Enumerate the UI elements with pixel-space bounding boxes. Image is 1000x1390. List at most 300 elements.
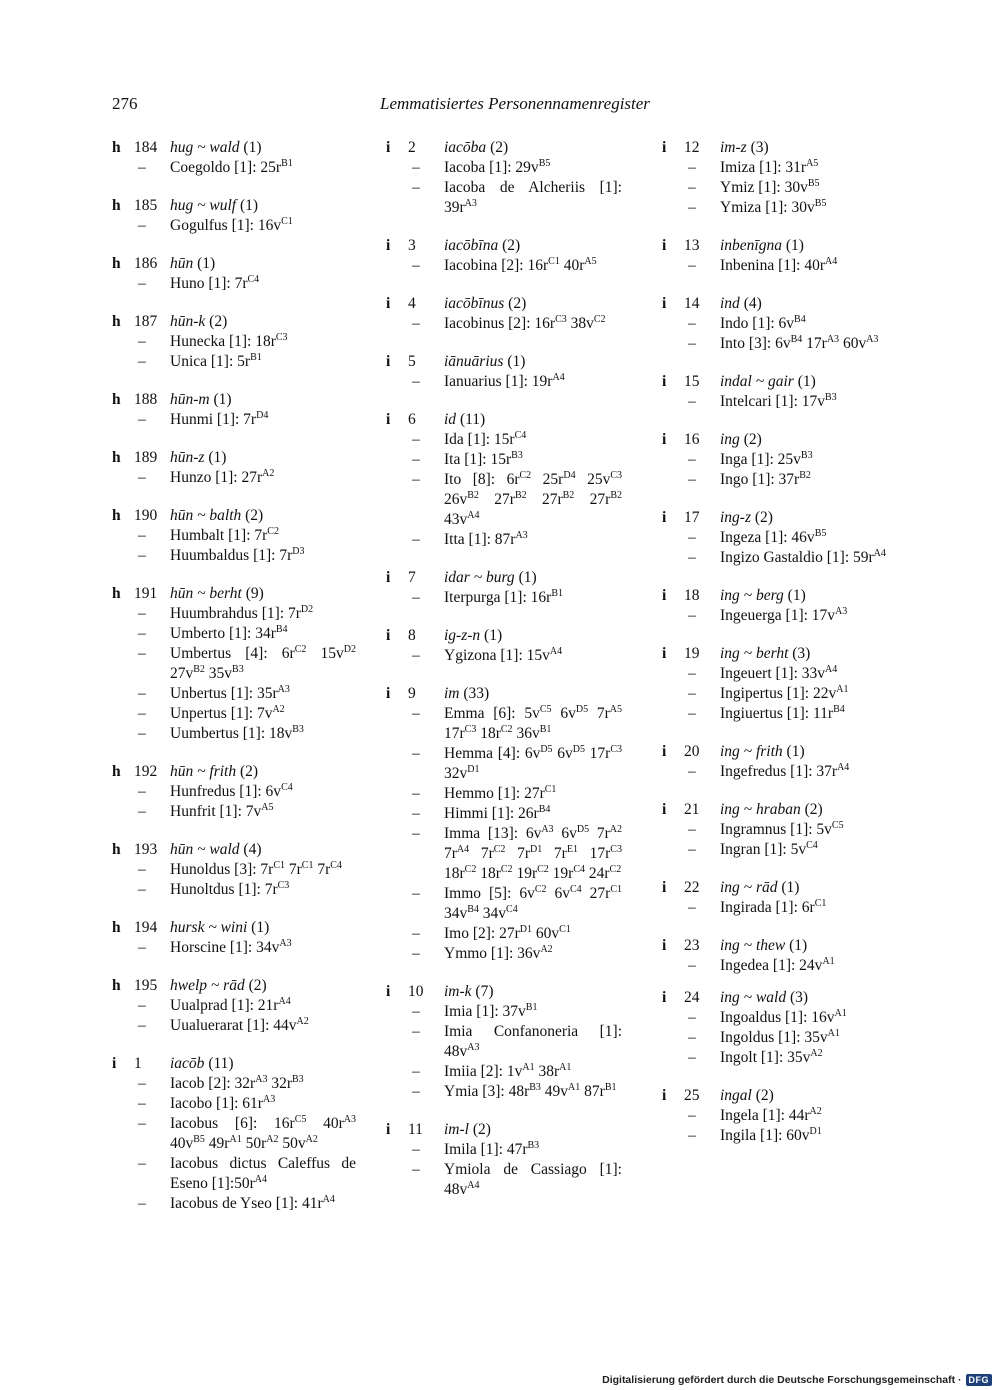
dash-marker: –: [412, 451, 420, 468]
entry-number: 6: [408, 411, 416, 428]
folio-superscript: D4: [563, 469, 576, 481]
folio-superscript: C3: [277, 879, 290, 891]
entry-letter: h: [112, 763, 121, 780]
dash-marker: –: [688, 841, 696, 858]
dash-marker: –: [138, 1075, 146, 1092]
entry-letter: i: [386, 1121, 391, 1138]
entry-heading: [112, 390, 356, 410]
index-entry: [112, 918, 356, 958]
lemma-count: (2): [490, 139, 509, 156]
name-form: [386, 1160, 622, 1200]
folio-superscript: B4: [833, 703, 845, 715]
name-form: [112, 644, 356, 684]
entry-heading: [662, 742, 900, 762]
entry-lemma: [720, 138, 769, 158]
entry-heading: [662, 586, 900, 606]
entry-heading: [112, 976, 356, 996]
dash-marker: –: [688, 705, 696, 722]
entry-number: 2: [408, 139, 416, 156]
dash-marker: –: [138, 645, 146, 662]
entry-letter: h: [112, 255, 121, 272]
entry-lemma: [170, 918, 269, 938]
folio-superscript: A1: [834, 1007, 847, 1019]
entry-lemma: [720, 936, 807, 956]
lemma-count: (11): [208, 1055, 234, 1072]
index-entry: [112, 976, 356, 1036]
index-column-3: [662, 138, 900, 1146]
lemma-word: ig-z-n: [444, 627, 481, 644]
entry-number: 13: [684, 237, 700, 254]
name-form: [386, 470, 622, 530]
name-form: [662, 704, 900, 724]
lemma-word: ind: [720, 295, 740, 312]
index-entry: [112, 312, 356, 372]
name-form: [386, 1082, 622, 1102]
dash-marker: –: [412, 885, 420, 902]
folio-superscript: B2: [193, 663, 205, 675]
form-text: Intelcari [1]: $17v^{B3}$: [720, 391, 837, 410]
lemma-word: hūn: [170, 255, 194, 272]
dash-marker: –: [138, 159, 146, 176]
index-entry: [662, 508, 900, 568]
index-entry: [662, 430, 900, 490]
folio-superscript: A5: [609, 703, 622, 715]
entry-heading: [662, 138, 900, 158]
page-number: 276: [112, 94, 138, 113]
form-text: Ingramnus [1]: $5v^{C5}$: [720, 819, 844, 838]
folio-superscript: D1: [519, 923, 532, 935]
dash-marker: –: [138, 685, 146, 702]
dash-marker: –: [412, 179, 420, 196]
entry-letter: h: [112, 919, 121, 936]
form-text: Ingran [1]: $5v^{C4}$: [720, 839, 818, 858]
entry-number: 21: [684, 801, 700, 818]
name-form: [386, 704, 622, 744]
name-form: [112, 1194, 356, 1214]
folio-superscript: C4: [281, 781, 293, 793]
folio-superscript: B1: [539, 723, 552, 735]
form-text: Ingedea [1]: $24v^{A1}$: [720, 955, 835, 974]
entry-number: 189: [134, 449, 158, 466]
folio-superscript: A1: [522, 1061, 535, 1073]
dash-marker: –: [138, 705, 146, 722]
folio-superscript: A4: [467, 509, 480, 521]
entry-lemma: [720, 236, 804, 256]
entry-number: 22: [684, 879, 700, 896]
entry-letter: i: [662, 509, 667, 526]
dash-marker: –: [412, 1141, 420, 1158]
index-entry: [112, 196, 356, 236]
name-form: [662, 1106, 900, 1126]
name-form: [386, 884, 622, 924]
form-text: Ymia [3]: $48r^{B3}$ $49v^{A1}$ $87r^{B1}$: [444, 1081, 617, 1100]
folio-superscript: A4: [837, 761, 850, 773]
lemma-count: (3): [792, 645, 811, 662]
form-text: Hunzo [1]: $27r^{A2}$: [170, 467, 275, 486]
entry-number: 10: [408, 983, 424, 1000]
form-text: Gogulfus [1]: $16v^{C1}$: [170, 215, 293, 234]
entry-lemma: [444, 410, 485, 430]
entry-lemma: [444, 138, 508, 158]
entry-heading: [386, 684, 622, 704]
form-text: Huumbaldus [1]: $7r^{D3}$: [170, 545, 305, 564]
name-form: [662, 898, 900, 918]
entry-letter: i: [662, 743, 667, 760]
name-form: [386, 530, 622, 550]
lemma-word: ing: [720, 431, 740, 448]
index-entry: [386, 626, 622, 666]
form-text: Himmi [1]: $26r^{B4}$: [444, 803, 551, 822]
folio-superscript: B5: [193, 1133, 205, 1145]
index-column-1: [112, 138, 356, 1214]
form-text: Imiza [1]: $31r^{A5}$: [720, 157, 819, 176]
folio-superscript: A3: [835, 605, 848, 617]
entry-letter: i: [112, 1055, 117, 1072]
form-text: Imo [2]: $27r^{D1}$ $60v^{C1}$: [444, 923, 571, 942]
folio-superscript: A4: [467, 1179, 480, 1191]
form-text: Umbertus [4]: $6r^{C2}$ $15v^{D2}$ $27v^{B2}$ $35v^{B3}$: [170, 643, 356, 682]
folio-superscript: B4: [538, 803, 551, 815]
form-text: Ygizona [1]: $15v^{A4}$: [444, 645, 563, 664]
dash-marker: –: [412, 373, 420, 390]
folio-superscript: C1: [281, 215, 293, 227]
entry-lemma: [720, 430, 762, 450]
dash-marker: –: [412, 1003, 420, 1020]
dash-marker: –: [412, 785, 420, 802]
form-text: Ingeuerga [1]: $17v^{A3}$: [720, 605, 848, 624]
entry-lemma: [170, 312, 227, 332]
lemma-word: id: [444, 411, 457, 428]
name-form: [112, 782, 356, 802]
lemma-word: ing ~ thew: [720, 937, 786, 954]
folio-superscript: B5: [814, 197, 827, 209]
index-column-2: [386, 138, 622, 1200]
folio-superscript: A1: [827, 1027, 840, 1039]
form-text: Immo [5]: $6v^{C2}$ $6v^{C4}$ $27r^{C1}$ $34v^{B4}$ $34v^{C4}$: [444, 883, 622, 922]
lemma-count: (1): [208, 449, 227, 466]
folio-superscript: C3: [275, 331, 288, 343]
form-text: Ingipertus [1]: $22v^{A1}$: [720, 683, 849, 702]
entry-letter: i: [386, 685, 391, 702]
lemma-word: hug ~ wulf: [170, 197, 237, 214]
folio-superscript: B4: [794, 313, 806, 325]
folio-superscript: E1: [566, 843, 578, 855]
entry-lemma: [720, 644, 810, 664]
name-form: [662, 334, 900, 354]
form-text: Into [3]: $6v^{B4}$ $17r^{A3}$ $60v^{A3}$: [720, 333, 879, 352]
footer-text: Digitalisierung gefördert durch die Deutsche Forschungsgemeinschaft ·: [602, 1374, 962, 1386]
form-text: Imia [1]: $37v^{B1}$: [444, 1001, 538, 1020]
folio-superscript: C3: [610, 843, 622, 855]
form-text: Ingiuertus [1]: $11r^{B4}$: [720, 703, 845, 722]
form-text: Horscine [1]: $34v^{A3}$: [170, 937, 292, 956]
name-form: [112, 526, 356, 546]
index-entry: [662, 236, 900, 276]
lemma-count: (2): [508, 295, 527, 312]
lemma-word: ing ~ wald: [720, 989, 787, 1006]
dash-marker: –: [138, 527, 146, 544]
index-entry: [386, 294, 622, 334]
form-text: Uualuerarat [1]: $44v^{A2}$: [170, 1015, 309, 1034]
entry-heading: [386, 294, 622, 314]
entry-heading: [386, 352, 622, 372]
form-text: Emma [6]: $5v^{C5}$ $6v^{D5}$ $7r^{A5}$ $17r^{C3}$ $18r^{C2}$ $36v^{B1}$: [444, 703, 622, 742]
dash-marker: –: [688, 665, 696, 682]
folio-superscript: A2: [272, 703, 285, 715]
entry-heading: [386, 410, 622, 430]
dash-marker: –: [138, 333, 146, 350]
folio-superscript: C2: [493, 843, 506, 855]
folio-superscript: B3: [292, 1073, 304, 1085]
dfg-logo: DFG: [966, 1374, 993, 1386]
folio-superscript: C1: [301, 859, 314, 871]
folio-superscript: A2: [296, 1015, 309, 1027]
entry-lemma: [170, 840, 261, 860]
form-text: Ingirada [1]: $6r^{C1}$: [720, 897, 827, 916]
name-form: [386, 178, 622, 218]
folio-superscript: A5: [584, 255, 597, 267]
folio-superscript: B3: [825, 391, 837, 403]
entry-letter: i: [386, 237, 391, 254]
entry-lemma: [720, 878, 799, 898]
dash-marker: –: [688, 763, 696, 780]
folio-superscript: C1: [544, 783, 557, 795]
folio-superscript: B2: [467, 489, 479, 501]
name-form: [112, 684, 356, 704]
entry-lemma: [170, 506, 263, 526]
folio-superscript: B3: [800, 449, 813, 461]
entry-heading: [112, 448, 356, 468]
index-entry: [386, 982, 622, 1102]
folio-superscript: D5: [576, 823, 590, 835]
entry-letter: i: [386, 411, 391, 428]
folio-superscript: A3: [279, 937, 292, 949]
entry-heading: [112, 1054, 356, 1074]
name-form: [662, 664, 900, 684]
entry-lemma: [170, 584, 264, 604]
dash-marker: –: [412, 745, 420, 762]
lemma-count: (2): [755, 1087, 774, 1104]
entry-number: 18: [684, 587, 700, 604]
lemma-count: (2): [502, 237, 521, 254]
folio-superscript: D5: [572, 743, 585, 755]
dash-marker: –: [138, 469, 146, 486]
form-text: Iacobus dictus Caleffus de Eseno $[1]:50r^{A4}$: [170, 1155, 356, 1192]
entry-letter: i: [662, 139, 667, 156]
folio-superscript: A1: [836, 683, 849, 695]
name-form: [386, 924, 622, 944]
entry-lemma: [720, 372, 816, 392]
folio-superscript: C3: [555, 313, 567, 325]
name-form: [662, 392, 900, 412]
folio-superscript: C3: [610, 743, 622, 755]
entry-letter: i: [386, 139, 391, 156]
folio-superscript: C1: [273, 859, 285, 871]
folio-superscript: C1: [548, 255, 560, 267]
entry-heading: [112, 762, 356, 782]
entry-letter: i: [662, 645, 667, 662]
lemma-count: (7): [475, 983, 494, 1000]
form-text: Hunoltdus [1]: $7r^{C3}$: [170, 879, 290, 898]
dash-marker: –: [138, 1115, 146, 1132]
dash-marker: –: [412, 159, 420, 176]
dash-marker: –: [688, 685, 696, 702]
entry-number: 3: [408, 237, 416, 254]
folio-superscript: A4: [825, 663, 838, 675]
name-form: [662, 450, 900, 470]
dash-marker: –: [412, 257, 420, 274]
index-entry: [112, 1054, 356, 1214]
name-form: [662, 606, 900, 626]
name-form: [386, 1062, 622, 1082]
folio-superscript: C1: [814, 897, 827, 909]
dash-marker: –: [688, 1049, 696, 1066]
entry-number: 4: [408, 295, 416, 312]
dash-marker: –: [688, 471, 696, 488]
entry-lemma: [444, 1120, 491, 1140]
form-text: Imia Confanoneria [1]: $48v^{A3}$: [444, 1023, 622, 1060]
entry-heading: [112, 840, 356, 860]
dash-marker: –: [138, 1095, 146, 1112]
entry-number: 9: [408, 685, 416, 702]
entry-number: 194: [134, 919, 158, 936]
name-form: [112, 938, 356, 958]
folio-superscript: B1: [525, 1001, 538, 1013]
name-form: [662, 1028, 900, 1048]
lemma-word: iacōb: [170, 1055, 205, 1072]
folio-superscript: C3: [610, 469, 623, 481]
name-form: [662, 548, 900, 568]
folio-superscript: A4: [456, 843, 470, 855]
entry-letter: i: [662, 1087, 667, 1104]
entry-letter: i: [662, 431, 667, 448]
lemma-word: indal ~ gair: [720, 373, 794, 390]
folio-superscript: B5: [538, 157, 551, 169]
index-entry: [386, 1120, 622, 1200]
lemma-count: (33): [463, 685, 490, 702]
form-text: Hunfredus [1]: $6v^{C4}$: [170, 781, 293, 800]
form-text: Imma [13]: $6v^{A3}$ $6v^{D5}$ $7r^{A2}$ $7r^{A4}$ $7r^{C2}$ $7r^{D1}$ $7r^{E1}$ $17r^{C3}$ $18r^{C2}$ $18r^{C2}$ $19r^{C2}$ $19r^{C4}$ $24r^{C2}$: [444, 823, 622, 882]
form-text: Ingela [1]: $44r^{A2}$: [720, 1105, 822, 1124]
folio-superscript: A4: [825, 255, 838, 267]
dash-marker: –: [688, 549, 696, 566]
index-entry: [386, 236, 622, 276]
running-title: Lemmatisiertes Personennamenregister: [380, 94, 650, 113]
entry-letter: i: [662, 237, 667, 254]
lemma-count: (11): [459, 411, 486, 428]
dash-marker: –: [688, 607, 696, 624]
dash-marker: –: [138, 275, 146, 292]
name-form: [386, 784, 622, 804]
folio-superscript: A3: [343, 1113, 356, 1125]
lemma-count: (3): [789, 989, 809, 1006]
folio-superscript: D4: [256, 409, 269, 421]
folio-superscript: B3: [232, 663, 244, 675]
form-text: Umberto [1]: $34r^{B4}$: [170, 623, 288, 642]
name-form: [112, 704, 356, 724]
lemma-word: hursk ~ wini: [170, 919, 248, 936]
folio-superscript: C4: [330, 859, 342, 871]
entry-lemma: [170, 448, 226, 468]
form-text: Imiia [2]: $1v^{A1}$ $38r^{A1}$: [444, 1061, 572, 1080]
form-text: Unica [1]: $5r^{B1}$: [170, 351, 262, 370]
index-entry: [662, 138, 900, 218]
lemma-word: im: [444, 685, 460, 702]
folio-superscript: C2: [537, 863, 549, 875]
lemma-word: hūn ~ wald: [170, 841, 240, 858]
form-text: Ingeza [1]: $46v^{B5}$: [720, 527, 827, 546]
entry-lemma: [170, 196, 258, 216]
entry-lemma: [444, 626, 502, 646]
lemma-word: inbenīgna: [720, 237, 782, 254]
lemma-word: hūn-z: [170, 449, 205, 466]
form-text: Iacobus de Yseo [1]: $41r^{A4}$: [170, 1193, 335, 1212]
entry-lemma: [720, 1086, 774, 1106]
lemma-count: (1): [518, 569, 537, 586]
folio-superscript: A4: [873, 547, 886, 559]
entry-heading: [662, 1086, 900, 1106]
entry-letter: h: [112, 841, 121, 858]
name-form: [112, 546, 356, 566]
entry-number: 1: [134, 1055, 142, 1072]
dash-marker: –: [688, 257, 696, 274]
name-form: [112, 1154, 356, 1194]
name-form: [386, 804, 622, 824]
folio-superscript: D1: [809, 1125, 822, 1137]
lemma-count: (1): [239, 197, 259, 214]
form-text: Iacobo [1]: $61r^{A3}$: [170, 1093, 276, 1112]
folio-superscript: A2: [810, 1047, 823, 1059]
form-text: Hunfrit [1]: $7v^{A5}$: [170, 801, 274, 820]
entry-heading: [112, 312, 356, 332]
name-form: [386, 944, 622, 964]
entry-heading: [386, 568, 622, 588]
entry-heading: [112, 254, 356, 274]
name-form: [386, 646, 622, 666]
dash-marker: –: [138, 1195, 146, 1212]
index-entry: [112, 390, 356, 430]
lemma-word: ing ~ frith: [720, 743, 783, 760]
entry-lemma: [720, 800, 823, 820]
lemma-count: (2): [245, 507, 264, 524]
entry-lemma: [444, 236, 520, 256]
entry-number: 15: [684, 373, 700, 390]
entry-number: 25: [684, 1087, 700, 1104]
form-text: Ida [1]: $15r^{C4}$: [444, 429, 527, 448]
form-text: Ingila [1]: $60v^{D1}$: [720, 1125, 822, 1144]
folio-superscript: B1: [551, 587, 563, 599]
entry-heading: [662, 988, 900, 1008]
entry-letter: i: [386, 295, 391, 312]
entry-heading: [386, 1120, 622, 1140]
folio-superscript: A5: [261, 801, 274, 813]
entry-letter: h: [112, 139, 121, 156]
index-entry: [112, 506, 356, 566]
dash-marker: –: [412, 825, 420, 842]
dash-marker: –: [138, 725, 146, 742]
index-entry: [662, 586, 900, 626]
name-form: [386, 1002, 622, 1022]
entry-lemma: [170, 254, 215, 274]
dash-marker: –: [412, 647, 420, 664]
name-form: [112, 1016, 356, 1036]
form-text: Huno [1]: $7r^{C4}$: [170, 273, 260, 292]
form-text: Hemmo [1]: $27r^{C1}$: [444, 783, 557, 802]
dash-marker: –: [412, 471, 420, 488]
lemma-word: hūn ~ balth: [170, 507, 242, 524]
form-text: Ymiola de Cassiago [1]: $48v^{A4}$: [444, 1161, 622, 1198]
form-text: Inga [1]: $25v^{B3}$: [720, 449, 813, 468]
